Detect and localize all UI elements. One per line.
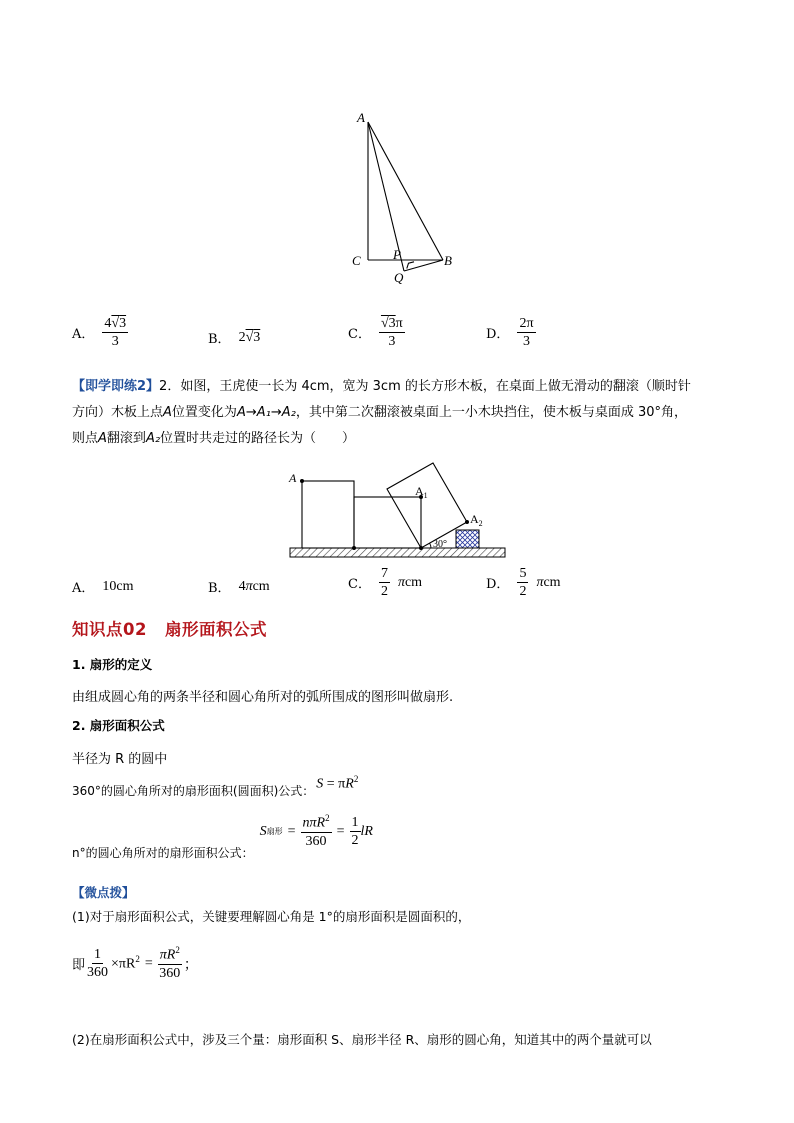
q1-option-c[interactable]: C． $\frac{√3\pi}{3}$ [348, 316, 403, 350]
def-paragraph-1: 由组成圆心角的两条半径和圆心角所对的弧所围成的图形叫做扇形. [72, 690, 454, 705]
q1-options [72, 316, 672, 360]
small-block [456, 530, 479, 548]
section-number: 知识点02 [72, 620, 147, 639]
q1-option-b[interactable]: B． 2√3 [208, 329, 261, 347]
label-b: B [444, 253, 452, 268]
circle-area-formula: $S = \pi R^2$ [316, 774, 359, 792]
practice2-line3: 则点A翻滚到A₂位置时共走过的路径长为（ ） [72, 431, 356, 446]
sector-area-formula: S 扇形 = $\frac{n\pi R^2}{360}$ = $\frac{1}{2}$ lR [259, 813, 373, 850]
label-p: P [393, 247, 401, 262]
section-heading [72, 616, 267, 640]
label-c: C [352, 253, 361, 268]
def-heading-2: 2. 扇形面积公式 [72, 718, 165, 733]
q2-option-c[interactable]: C． $\frac{7}{2}$ πcm [348, 566, 423, 600]
def-heading-1: 1. 扇形的定义 [72, 657, 153, 672]
tips-item-1: (1)对于扇形面积公式，关键要理解圆心角是 1°的扇形面积是圆面积的， [72, 909, 471, 924]
sector-area-formula-line: n°的圆心角所对的扇形面积公式： S 扇形 = $\frac{n\pi R^2}{360}$ = $\frac{1}{2}$ lR [72, 813, 373, 861]
label-q: Q [394, 270, 404, 285]
label-fig2-angle: 30° [433, 539, 447, 550]
q1-option-a[interactable]: A． $\frac{4√3}{3}$ [72, 316, 127, 350]
q1-option-d[interactable]: D． $\frac{2\pi}{3}$ [486, 316, 534, 350]
practice2-problem [72, 374, 732, 452]
label-fig2-a1: $A_1$ [415, 484, 428, 500]
circle-area-formula-line: 360°的圆心角所对的扇形面积(圆面积)公式： $S = \pi R^2$ [72, 774, 359, 798]
q2-option-b[interactable]: B． 4πcm [208, 578, 270, 596]
table-surface [290, 548, 505, 557]
practice2-line2: 方向）木板上点A位置变化为A→A₁→A₂，其中第二次翻滚被桌面上一小木块挡住，使木板与桌面成 30°角， [72, 405, 688, 420]
triangle-figure [340, 108, 470, 288]
q2-option-a[interactable]: A． 10cm [72, 578, 134, 596]
practice2-line1: 【即学即练2】2．如图，王虎使一长为 4cm，宽为 3cm 的长方形木板，在桌面上做无滑动的翻滚（顺时针 [72, 379, 691, 394]
label-a: A [357, 110, 365, 125]
def-paragraph-2: 半径为 R 的圆中 [72, 752, 168, 767]
rolling-board-figure [285, 460, 510, 560]
q2-options [72, 566, 672, 606]
tips-item-1-formula: 即 $\frac{1}{360}$ $\times\pi R^2$ = $\frac{\pi R^2}{360}$ ； [72, 945, 198, 982]
label-fig2-a: A [289, 471, 297, 485]
q2-option-d[interactable]: D． $\frac{5}{2}$ πcm [486, 566, 561, 600]
tips-title: 【微点拨】 [72, 885, 135, 900]
label-fig2-a2: $A_2$ [470, 512, 483, 528]
practice-tag: 【即学即练2】 [72, 379, 160, 394]
section-title: 扇形面积公式 [164, 620, 267, 639]
tips-item-2: (2)在扇形面积公式中，涉及三个量：扇形面积 S、扇形半径 R、扇形的圆心角，知道其中的两个量就可以 [72, 1032, 652, 1047]
